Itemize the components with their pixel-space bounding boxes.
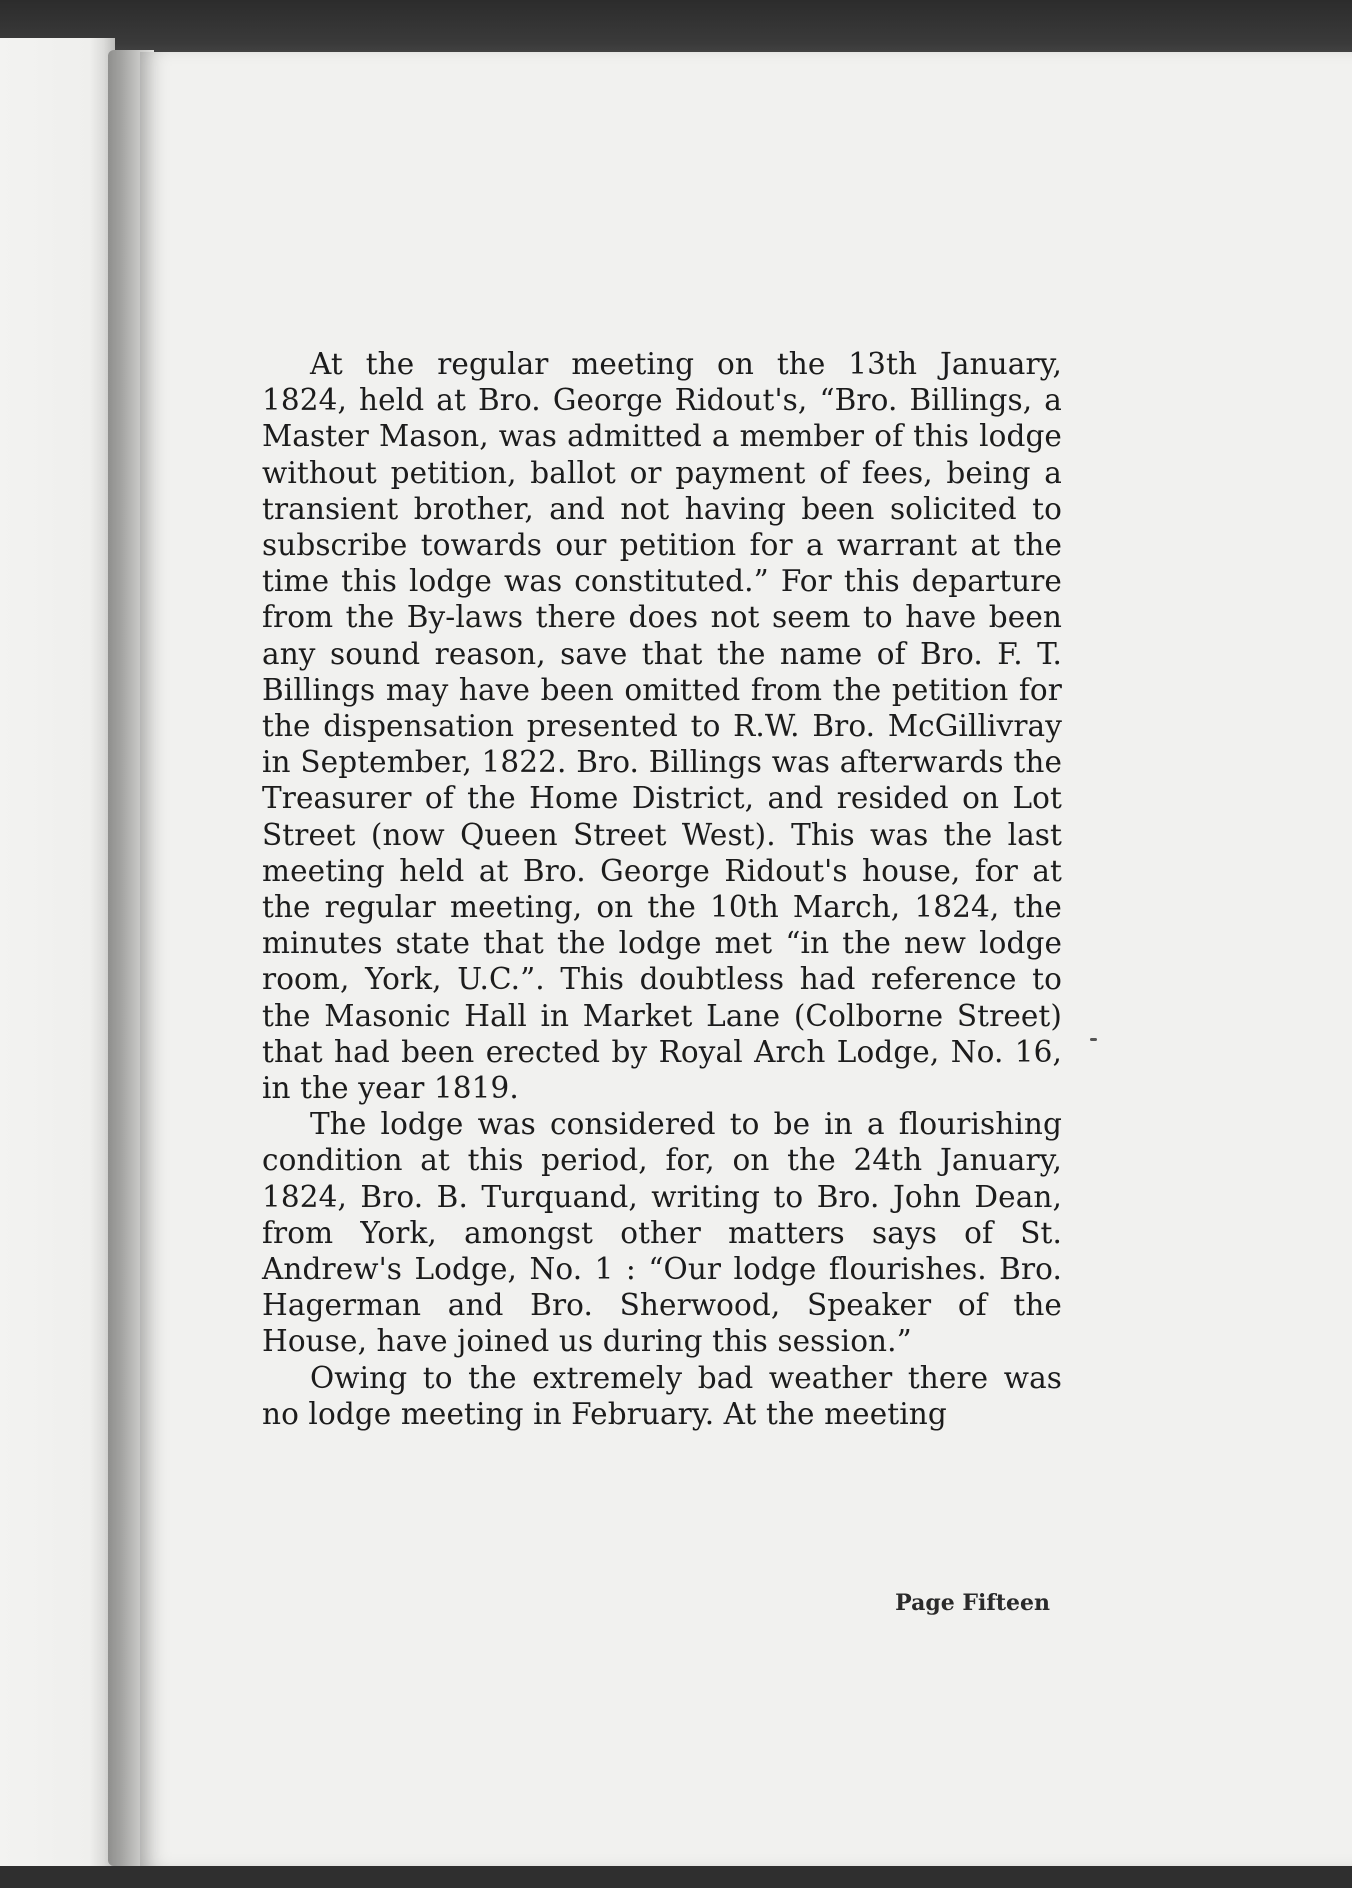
page-body-text xyxy=(262,346,1062,1432)
page-number: Page Fifteen xyxy=(895,1590,1050,1616)
facing-page-edge xyxy=(0,38,115,1868)
paragraph-1: At the regular meeting on the 13th January, 1824, held at Bro. George Ridout's, “Bro. Billings, a Master Mason, was admitted a member of this lodge without petition, ballot or payment of fees, being a transient brother, and not having been solicited to subscribe towards our petition for a warrant at the time this lodge was constituted.” For this departure from the By-laws there does not seem to have been any sound reason, save that the name of Bro. F. T. Billings may have been omitted from the petition for the dispensation presented to R.W. Bro. McGillivray in September, 1822. Bro. Billings was afterwards the Treasurer of the Home District, and resided on Lot Street (now Queen Street West). This was the last meeting held at Bro. George Ridout's house, for at the regular meeting, on the 10th March, 1824, the minutes state that the lodge met “in the new lodge room, York, U.C.”. This doubtless had reference to the Masonic Hall in Market Lane (Colborne Street) that had been erected by Royal Arch Lodge, No. 16, in the year 1819. xyxy=(262,347,1062,1106)
scanner-bottom-border xyxy=(0,1866,1352,1888)
paragraph-2: The lodge was considered to be in a flourishing condition at this period, for, on the 24th January, 1824, Bro. B. Turquand, writing to Bro. John Dean, from York, amongst other matters says of St. Andrew's Lodge, No. 1 : “Our lodge flourishes. Bro. Hagerman and Bro. Sherwood, Speaker of the House, have joined us during this session.” xyxy=(262,1107,1062,1359)
scan-speck xyxy=(1090,1038,1097,1041)
paragraph-3: Owing to the extremely bad weather there was no lodge meeting in February. At the meeting xyxy=(262,1360,1062,1431)
